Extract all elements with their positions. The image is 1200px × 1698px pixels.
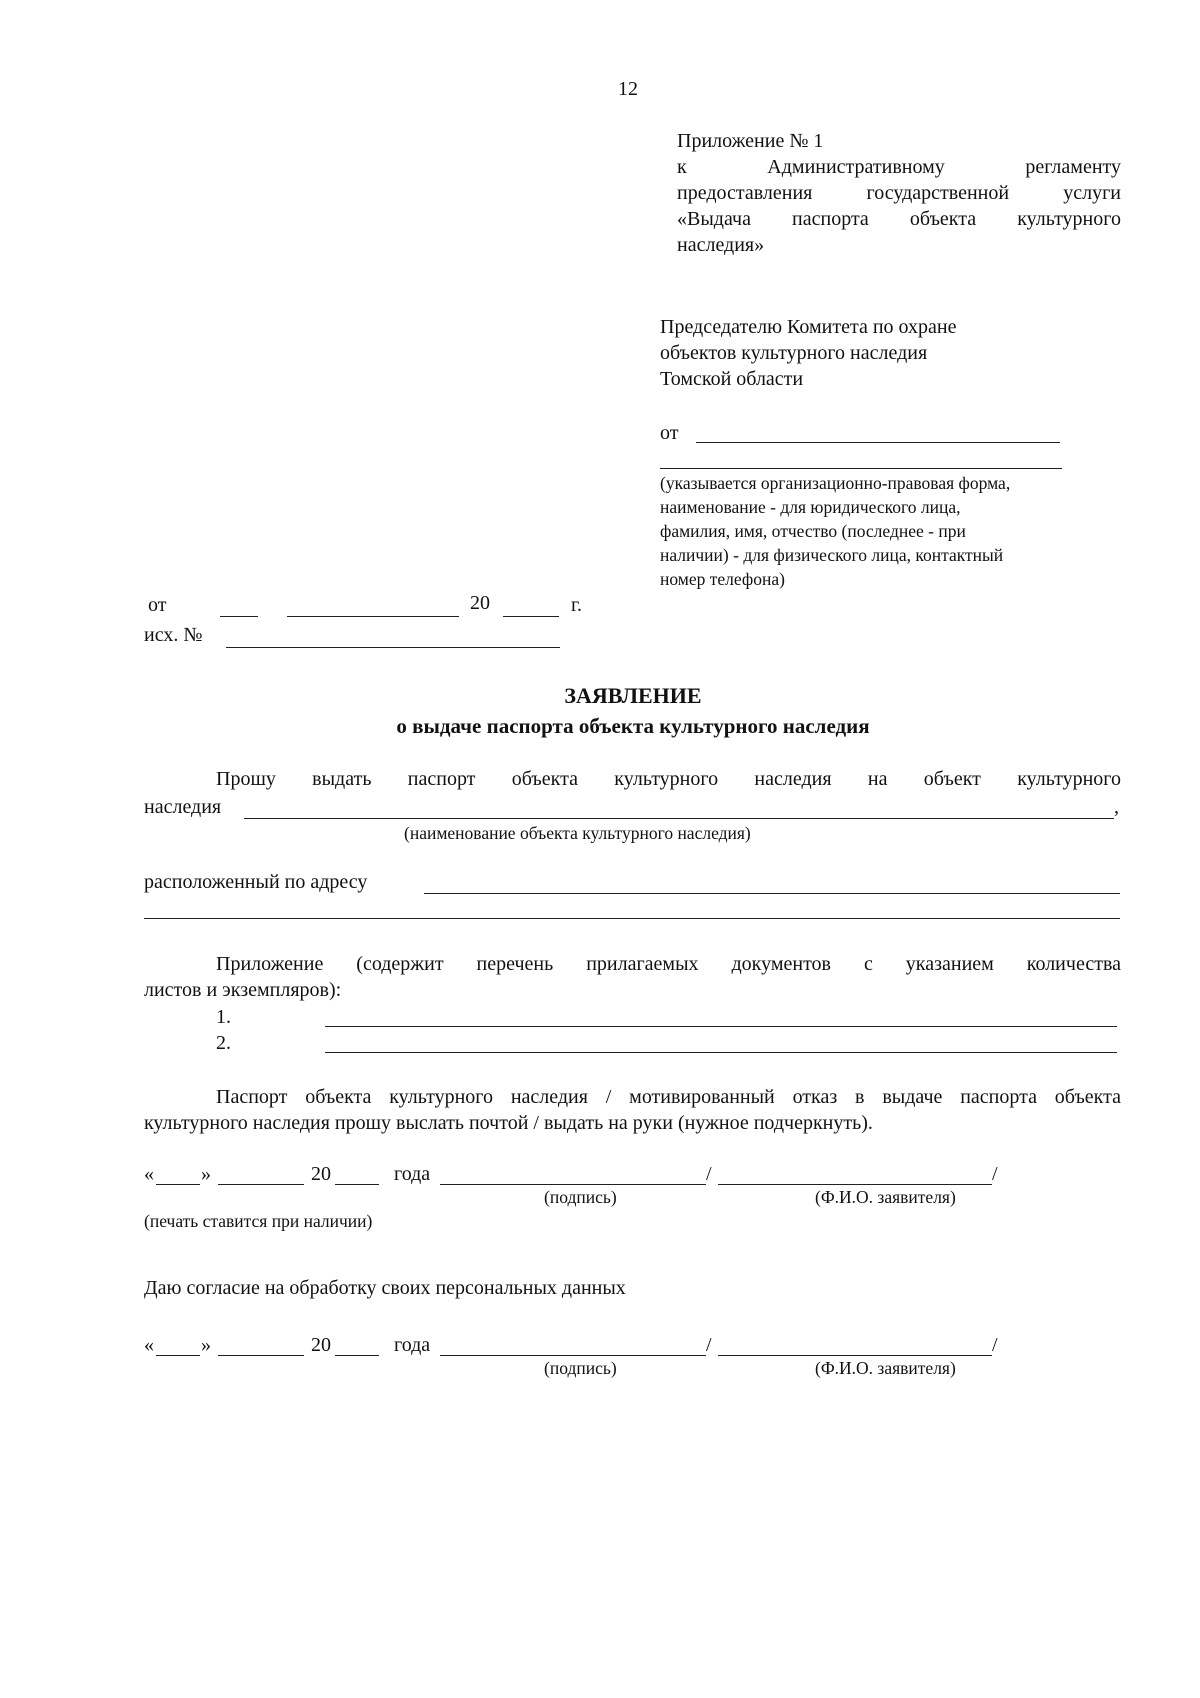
applicant-from-label: от (660, 422, 679, 444)
appendix-line-1: Приложение № 1 (677, 130, 824, 152)
appendix-line-3 (677, 180, 1121, 206)
consent-date-open-quote: « (144, 1334, 154, 1356)
word: услуги (1063, 182, 1121, 204)
word: Прошу (216, 768, 276, 790)
delivery-line-1 (216, 1084, 1121, 1110)
word: отказ (792, 1086, 838, 1108)
word: объекта (1054, 1086, 1121, 1108)
signature-slash: / (706, 1163, 712, 1185)
consent-month-field[interactable] (218, 1355, 304, 1356)
word: объекта (511, 768, 578, 790)
word: наследия (754, 768, 832, 790)
word: в (855, 1086, 865, 1108)
attachment-item-field-1[interactable] (325, 1026, 1117, 1027)
word: культурного (614, 768, 719, 790)
outgoing-day-field[interactable] (220, 616, 258, 617)
appendix-line-4 (677, 206, 1121, 232)
word: Паспорт (216, 1086, 288, 1108)
delivery-line-2: культурного наследия прошу выслать почтой / выдать на руки (нужное подчеркнуть). (144, 1112, 873, 1134)
request-line-2-end: , (1114, 796, 1119, 818)
applicant-hint-5: номер телефона) (660, 569, 785, 589)
signature-day-field[interactable] (156, 1184, 200, 1185)
signature-field[interactable] (440, 1184, 706, 1185)
applicant-hint-1: (указывается организационно-правовая форма, (660, 473, 1011, 493)
word: количества (1026, 953, 1121, 975)
attachment-item-number-2: 2. (216, 1032, 231, 1054)
word: (содержит (356, 953, 444, 975)
consent-year-prefix: 20 (311, 1334, 331, 1356)
consent-year-word: года (394, 1334, 431, 1356)
word: выдаче (882, 1086, 943, 1108)
signature-year-field[interactable] (335, 1184, 379, 1185)
consent-text: Даю согласие на обработку своих персональных данных (144, 1277, 626, 1299)
outgoing-from-label: от (148, 594, 167, 616)
attachment-item-number-1: 1. (216, 1006, 231, 1028)
consent-day-field[interactable] (156, 1355, 200, 1356)
signature-year-word: года (394, 1163, 431, 1185)
word: предоставления (677, 182, 813, 204)
outgoing-year-prefix: 20 (470, 592, 490, 614)
address-field-2[interactable] (144, 918, 1120, 919)
signature-year-prefix: 20 (311, 1163, 331, 1185)
word: к (677, 156, 687, 178)
consent-year-field[interactable] (335, 1355, 379, 1356)
address-label: расположенный по адресу (144, 871, 368, 893)
applicant-from-field-2[interactable] (660, 468, 1062, 469)
applicant-name-field[interactable] (718, 1184, 992, 1185)
word: с (863, 953, 873, 975)
signature-caption: (подпись) (544, 1187, 617, 1207)
word: наследия (510, 1086, 588, 1108)
word: мотивированный (629, 1086, 775, 1108)
word: паспорт (407, 768, 476, 790)
stamp-note: (печать ставится при наличии) (144, 1211, 373, 1231)
document-subtitle: о выдаче паспорта объекта культурного наследия (396, 714, 870, 738)
applicant-name-caption: (Ф.И.О. заявителя) (815, 1187, 956, 1207)
appendix-line-2 (677, 154, 1121, 180)
word: указанием (905, 953, 994, 975)
word: объект (923, 768, 981, 790)
word: регламенту (1025, 156, 1121, 178)
word: / (605, 1086, 612, 1108)
consent-date-close-quote: » (201, 1334, 211, 1356)
appendix-line-5: наследия» (677, 234, 765, 256)
applicant-hint-3: фамилия, имя, отчество (последнее - при (660, 521, 966, 541)
consent-signature-field[interactable] (440, 1355, 706, 1356)
heritage-object-name-caption: (наименование объекта культурного наследия) (404, 823, 751, 843)
applicant-from-field[interactable] (696, 442, 1060, 443)
date-open-quote: « (144, 1163, 154, 1185)
word: государственной (866, 182, 1010, 204)
outgoing-year-suffix: г. (571, 594, 582, 616)
word: перечень (476, 953, 554, 975)
applicant-hint-2: наименование - для юридического лица, (660, 497, 961, 517)
signature-month-field[interactable] (218, 1184, 304, 1185)
outgoing-month-field[interactable] (287, 616, 459, 617)
word: документов (731, 953, 831, 975)
request-line-2-label: наследия (144, 796, 222, 818)
word: Приложение (216, 953, 324, 975)
outgoing-ref-label: исх. № (144, 624, 203, 646)
word: объекта (305, 1086, 372, 1108)
word: Административному (767, 156, 945, 178)
addressee-line-1: Председателю Комитета по охране (660, 316, 957, 338)
consent-name-field[interactable] (718, 1355, 992, 1356)
addressee-line-2: объектов культурного наследия (660, 342, 928, 364)
word: паспорта (792, 208, 869, 230)
consent-name-slash: / (992, 1334, 998, 1356)
word: культурного (1017, 768, 1121, 790)
consent-signature-slash: / (706, 1334, 712, 1356)
word: на (867, 768, 888, 790)
date-close-quote: » (201, 1163, 211, 1185)
word: культурного (389, 1086, 494, 1108)
address-field[interactable] (424, 893, 1120, 894)
consent-name-caption: (Ф.И.О. заявителя) (815, 1358, 956, 1378)
word: объекта (909, 208, 977, 230)
addressee-line-3: Томской области (660, 368, 804, 390)
word: «Выдача (677, 208, 751, 230)
attachments-line-1 (216, 951, 1121, 977)
applicant-name-slash: / (992, 1163, 998, 1185)
word: прилагаемых (586, 953, 699, 975)
applicant-hint-4: наличии) - для физического лица, контактный (660, 545, 1004, 565)
word: культурного (1017, 208, 1121, 230)
attachment-item-field-2[interactable] (325, 1052, 1117, 1053)
word: выдать (312, 768, 372, 790)
page-number: 12 (618, 78, 638, 100)
outgoing-ref-field[interactable] (226, 647, 560, 648)
outgoing-year-field[interactable] (503, 616, 559, 617)
word: паспорта (960, 1086, 1037, 1108)
request-line-1 (216, 766, 1121, 792)
consent-signature-caption: (подпись) (544, 1358, 617, 1378)
document-title: ЗАЯВЛЕНИЕ (564, 683, 702, 708)
attachments-line-2: листов и экземпляров): (144, 979, 342, 1001)
heritage-object-name-field[interactable] (244, 818, 1114, 819)
